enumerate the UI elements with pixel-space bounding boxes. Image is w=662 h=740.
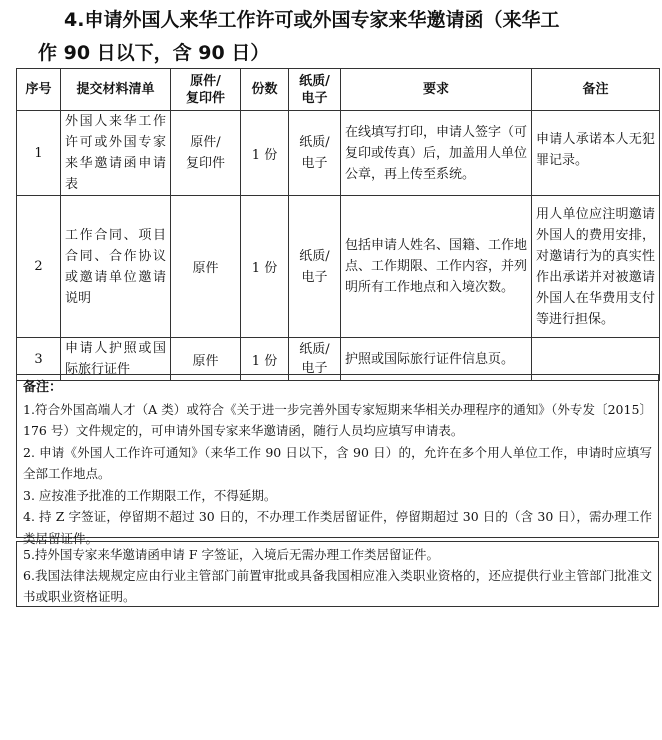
row-material: 外国人来华工作许可或外国专家来华邀请函申请表 [61,111,171,196]
note-item: 5.持外国专家来华邀请函申请 F 字签证，入境后无需办理工作类居留证件。 [23,547,440,562]
row-requirement: 在线填写打印，申请人签字（可复印或传真）后，加盖用人单位公章，再上传至系统。 [341,111,532,196]
row-remark: 申请人承诺本人无犯罪记录。 [532,111,660,196]
table-header-row [17,69,660,111]
row-requirement: 护照或国际旅行证件信息页。 [341,338,532,381]
row-medium: 纸质/ 电子 [289,111,341,196]
row-copies: 1 份 [241,196,289,338]
note-item: 1.符合外国高端人才（A 类）或符合《关于进一步完善外国专家短期来华相关办理程序的通知》（外专发〔2015〕176 号）文件规定的，可申请外国专家来华邀请函，随行人员均应填写申请表。 [23,401,652,438]
header-original: 原件/ 复印件 [171,69,241,111]
header-material: 提交材料清单 [61,69,171,111]
header-remark: 备注 [532,69,660,111]
notes-heading: 备注： [23,380,63,395]
title-line-1: 4.申请外国人来华工作许可或外国专家来华邀请函（来华工 [64,9,560,31]
row-medium: 纸质/ 电子 [289,338,341,381]
row-original: 原件 [171,196,241,338]
document-title [12,4,652,70]
note-item: 3. 应按准予批准的工作期限工作，不得延期。 [23,487,277,503]
header-copies: 份数 [241,69,289,111]
note-item: 2. 申请《外国人工作许可通知》（来华工作 90 日以下，含 90 日）的，允许在多个用人单位工作，申请时应填写全部工作地点。 [23,444,652,481]
table-row [17,111,660,196]
row-medium: 纸质/ 电子 [289,196,341,338]
header-requirement: 要求 [341,69,532,111]
row-no: 3 [17,338,61,381]
row-remark: 用人单位应注明邀请外国人的费用安排，对邀请行为的真实性作出承诺并对被邀请外国人在华费用支付等进行担保。 [532,196,660,338]
materials-table [16,68,660,381]
row-copies: 1 份 [241,111,289,196]
row-no: 2 [17,196,61,338]
row-no: 1 [17,111,61,196]
row-material: 工作合同、项目合同、合作协议或邀请单位邀请说明 [61,196,171,338]
row-original: 原件 [171,338,241,381]
note-item: 6.我国法律法规规定应由行业主管部门前置审批或具备我国相应准入类职业资格的，还应提供行业主管部门批准文书或职业资格证明。 [23,568,652,604]
header-medium: 纸质/ 电子 [289,69,341,111]
note-item: 4. 持 Z 字签证，停留期不超过 30 日的，不办理工作类居留证件，停留期超过 30 日的（含 30 日），需办理工作类居留证件。 [23,509,652,546]
notes-box-continued [16,541,659,607]
row-requirement: 包括申请人姓名、国籍、工作地点、工作期限、工作内容，并列明所有工作地点和入境次数。 [341,196,532,338]
row-material: 申请人护照或国际旅行证件 [61,338,171,381]
title-line-2: 作 90 日以下，含 90 日） [38,42,270,64]
notes-box [16,374,659,546]
row-original: 原件/ 复印件 [171,111,241,196]
header-no: 序号 [17,69,61,111]
table-row [17,196,660,338]
row-copies: 1 份 [241,338,289,381]
